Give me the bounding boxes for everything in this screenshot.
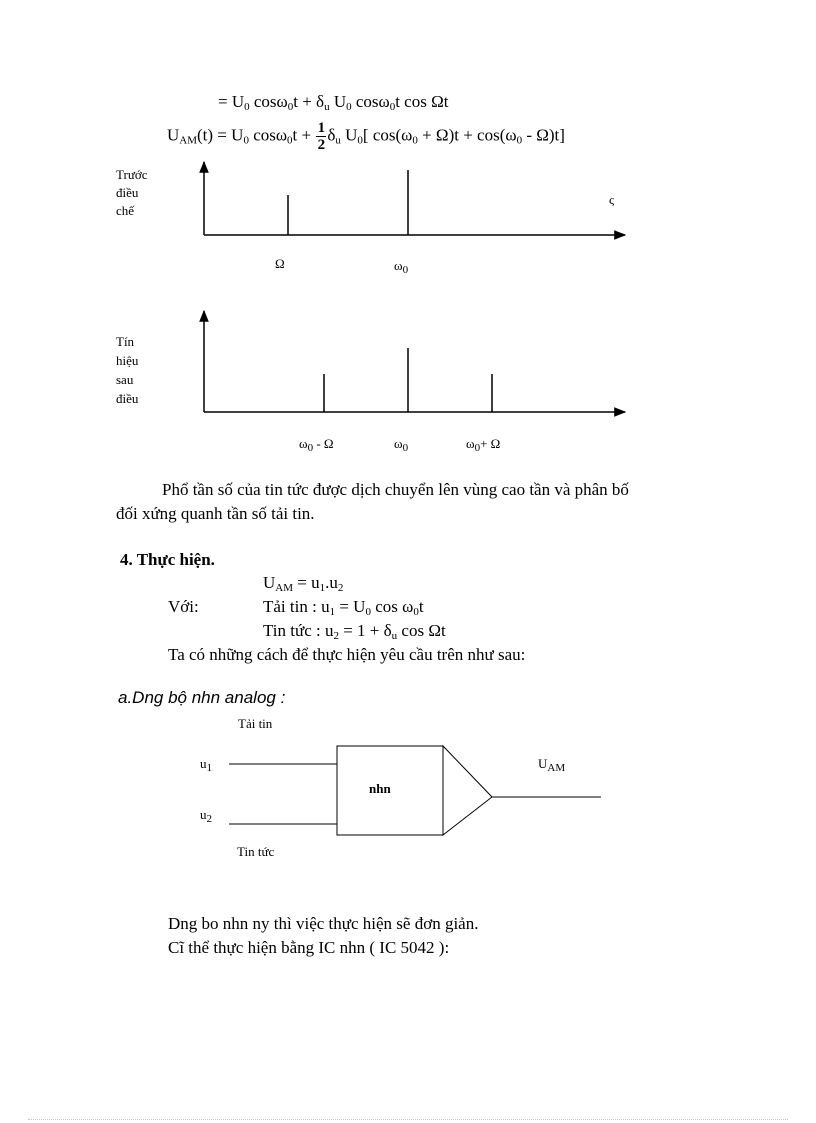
after-ylabel: Tín hiệu sau điều [116, 334, 139, 406]
multiplier-label: nhn [369, 781, 391, 796]
after-tick-lower: $\omega_0$ - Ω [299, 436, 334, 454]
equation-line-2: $U_{AM}(t) = U_0$ cosω$_0$t + $\frac{1}{2}$ $\delta_u$ $U_0$[ $\cos(\omega_0 + \Omega)t + \cos(\omega_0 - \Omega)t$] [167, 120, 565, 153]
carrier-equation: Tải tin : $u_1 = U_0$ $\cos \omega_0t$ [263, 597, 424, 618]
message-equation: Tin tức : $u_2 = 1 + \delta_u$ cos Ωt [263, 621, 446, 642]
paragraph-line-2: đối xứng quanh tần số tải tin. [116, 504, 315, 523]
before-ylabel: Trước điều chế [116, 167, 148, 218]
subsection-title: a.Dng bộ nhn analog : [118, 688, 286, 707]
u1-label: $u_1$ [200, 756, 212, 774]
methods-sentence: Ta có những cách để thực hiện yêu cầu trên như sau: [168, 645, 526, 664]
before-edge-mark: ς [609, 192, 615, 207]
page-bottom-divider [28, 1119, 788, 1120]
output-amplifier-triangle [443, 746, 492, 835]
closing-line-2: Cĩ thể thực hiện bằng IC nhn ( IC 5042 ): [168, 938, 450, 957]
closing-line-1: Dng bo nhn ny thì việc thực hiện sẽ đơn giản. [168, 914, 479, 933]
voi-label: Với: [168, 597, 199, 616]
carrier-input-label: Tải tin [238, 716, 273, 731]
after-tick-mid: $\omega_0$ [394, 436, 409, 454]
before-tick-w0: $\omega_0$ [394, 258, 409, 276]
after-tick-upper: $\omega_0+ \Omega$ [466, 436, 501, 454]
section-heading: 4. Thực hiện. [120, 550, 215, 569]
message-input-label: Tin tức [237, 844, 275, 856]
fraction-one-half: $\frac{1}{2}$ [317, 120, 326, 153]
uam-product: $U_{AM} = u_1.u_2$ [263, 573, 344, 594]
u2-label: $u_2$ [200, 807, 212, 825]
before-tick-omega: Ω [275, 256, 285, 271]
paragraph-line-1: Phổ tần số của tin tức được dịch chuyển lên vùng cao tần và phân bố [162, 480, 629, 499]
equation-line-1: = $U_0$ $\cos\omega_0t + \delta_u$ $U_0$ cosω$_0$t cos Ωt [218, 92, 449, 113]
output-label: $U_{AM}$ [538, 756, 566, 774]
